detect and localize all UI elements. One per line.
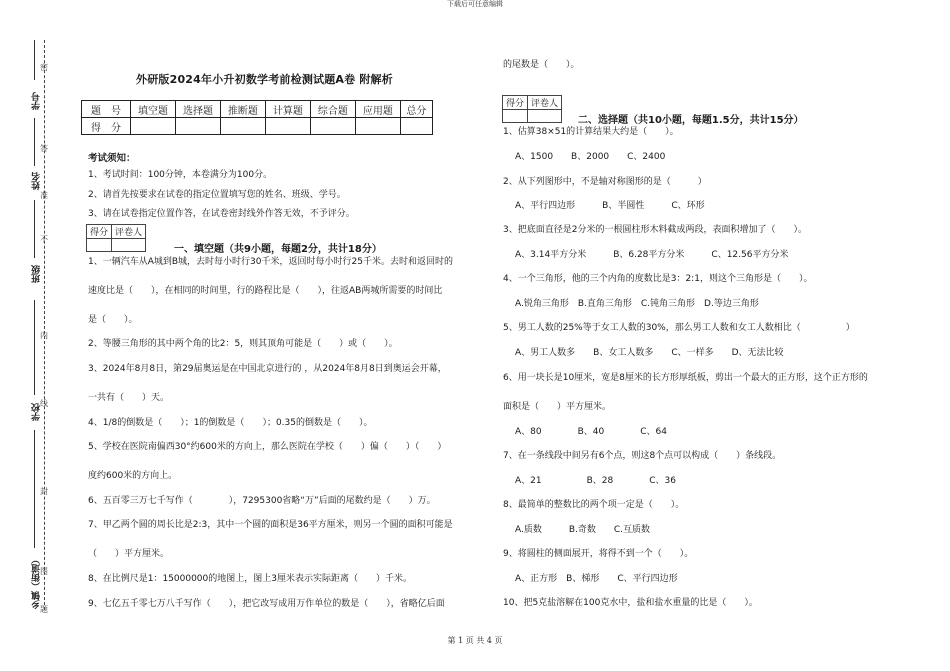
grader-score-label: 得分 bbox=[503, 96, 528, 110]
student-id-label: 学号 bbox=[32, 92, 42, 110]
score-header-cell: 应用题 bbox=[355, 101, 400, 118]
question-line: （ ）平方厘米。 bbox=[88, 549, 170, 559]
note-item: 3、请在试卷指定位置作答，在试卷密封线外作答无效，不予评分。 bbox=[88, 209, 355, 219]
grader-reviewer-label: 评卷人 bbox=[112, 225, 146, 239]
question-line: 8、最简单的整数比的两个项一定是（ ）。 bbox=[503, 500, 685, 510]
option-line: A、正方形 B、梯形 C、平行四边形 bbox=[515, 574, 678, 584]
score-cell[interactable] bbox=[220, 118, 265, 135]
grader-box bbox=[86, 224, 146, 252]
document-title: 外研版2024年小升初数学考前检测试题A卷 附解析 bbox=[136, 73, 393, 86]
question-line: 9、七亿五千零七万八千写作（ ），把它改写成用万作单位的数是（ ），省略亿后面 bbox=[88, 599, 445, 609]
question-line: 8、在比例尺是1：15000000的地图上，图上3厘米表示实际距离（ ）千米。 bbox=[88, 574, 412, 584]
notes-title: 考试须知： bbox=[88, 153, 136, 164]
question-line: 4、一个三角形，他的三个内角的度数比是3：2:1，则这个三角形是（ ）。 bbox=[503, 274, 813, 284]
seal-char: 题 bbox=[40, 605, 48, 614]
score-table bbox=[81, 100, 433, 135]
score-cell[interactable] bbox=[131, 118, 176, 135]
score-header-cell: 综合题 bbox=[310, 101, 355, 118]
grader-score-label: 得分 bbox=[87, 225, 112, 239]
score-header-cell: 计算题 bbox=[265, 101, 310, 118]
question-line: 是（ ）。 bbox=[88, 315, 138, 325]
question-line: 7、在一条线段中间另有6个点，则这8个点可以构成（ ）条线段。 bbox=[503, 451, 782, 461]
question-line: 1、一辆汽车从A城到B城，去时每小时行30千米，返回时每小时行25千米。去时和返回时的 bbox=[88, 257, 453, 267]
score-header-cell: 填空题 bbox=[131, 101, 176, 118]
section-fill-title: 一、填空题（共9小题，每题2分，共计18分） bbox=[174, 244, 382, 255]
fill-line bbox=[34, 300, 35, 395]
score-cell[interactable] bbox=[310, 118, 355, 135]
score-table-score-row bbox=[82, 118, 433, 135]
score-row-label: 得 分 bbox=[82, 118, 131, 135]
option-line: A、1500 B、2000 C、2400 bbox=[515, 152, 666, 162]
option-line: A.锐角三角形 B.直角三角形 C.钝角三角形 D.等边三角形 bbox=[515, 299, 759, 309]
seal-char: 内 bbox=[40, 331, 48, 340]
grader-score-cell[interactable] bbox=[503, 110, 528, 123]
fill-line bbox=[34, 118, 35, 166]
question-line: 4、1/8的倒数是（ ）；1的倒数是（ ）；0.35的倒数是（ ）。 bbox=[88, 418, 373, 428]
question-line: 5、男工人数的25%等于女工人数的30%，那么男工人数和女工人数相比（ ） bbox=[503, 323, 855, 333]
fill-line bbox=[34, 200, 35, 258]
question-line: 5、学校在医院南偏西30°约600米的方向上，那么医院在学校（ ）偏（ ）（ ） bbox=[88, 442, 447, 452]
score-cell[interactable] bbox=[265, 118, 310, 135]
seal-dashed-line bbox=[44, 40, 45, 610]
question-line: 6、用一块长是10厘米，宽是8厘米的长方形厚纸板，剪出一个最大的正方形，这个正方形的 bbox=[503, 373, 868, 383]
school-label: 学校 bbox=[32, 403, 42, 421]
score-cell[interactable] bbox=[400, 118, 432, 135]
option-line: A、平行四边形 B、半圆性 C、环形 bbox=[515, 201, 705, 211]
grader-reviewer-cell[interactable] bbox=[528, 110, 562, 123]
question-line: 3、把底面直径是2分米的一根圆柱形木料截成两段，表面积增加了（ ）。 bbox=[503, 225, 807, 235]
section-choice-title: 二、选择题（共10小题，每题1.5分，共计15分） bbox=[578, 115, 804, 126]
question-line: 9、将圆柱的侧面展开，将得不到一个（ ）。 bbox=[503, 549, 694, 559]
note-item: 1、考试时间：100分钟，本卷满分为100分。 bbox=[88, 170, 273, 180]
seal-char: 线 bbox=[40, 399, 48, 408]
note-item: 2、请首先按要求在试卷的指定位置填写您的姓名、班级、学号。 bbox=[88, 190, 346, 200]
grader-reviewer-cell[interactable] bbox=[112, 239, 146, 252]
question-line: 7、甲乙两个圆的周长比是2:3，其中一个圆的面积是36平方厘米，则另一个圆的面积可能是 bbox=[88, 520, 453, 530]
question-line: 度约600米的方向上。 bbox=[88, 471, 178, 481]
seal-char: 图 bbox=[40, 567, 48, 576]
score-cell[interactable] bbox=[355, 118, 400, 135]
question-line: 6、五百零三万七千写作（ ），7295300省略“万”后面的尾数约是（ ）万。 bbox=[88, 496, 436, 506]
question-line: 一共有（ ）天。 bbox=[88, 393, 170, 403]
name-label: 姓名 bbox=[32, 172, 42, 190]
question-line: 1、估算38×51的计算结果大约是（ ）。 bbox=[503, 127, 679, 137]
fill-line bbox=[34, 40, 35, 80]
top-note: 下载后可任意编辑 bbox=[447, 0, 503, 8]
question-line: 10、把5克盐溶解在100克水中，盐和盐水重量的比是（ ）。 bbox=[503, 598, 758, 608]
seal-char: 答 bbox=[40, 144, 48, 153]
score-header-cell: 推断题 bbox=[220, 101, 265, 118]
question-line: 2、从下列图形中，不是轴对称图形的是（ ） bbox=[503, 177, 707, 187]
class-label: 班级 bbox=[32, 265, 42, 283]
fill-line bbox=[34, 430, 35, 548]
question-line: 速度比是（ ），在相同的时间里，行的路程比是（ ），往返AB两城所需要的时间比 bbox=[88, 286, 443, 296]
seal-char: 准 bbox=[40, 191, 48, 200]
question-line: 2、等腰三角形的其中两个角的比2：5，则其顶角可能是（ ）或（ ）。 bbox=[88, 339, 398, 349]
score-cell[interactable] bbox=[175, 118, 220, 135]
option-line: A.质数 B.奇数 C.互质数 bbox=[515, 525, 651, 535]
option-line: A、21 B、28 C、36 bbox=[515, 476, 676, 486]
grader-reviewer-label: 评卷人 bbox=[528, 96, 562, 110]
score-header-cell: 题 号 bbox=[82, 101, 131, 118]
question-line: 3、2024年8月8日，第29届奥运是在中国北京进行的 ，从2024年8月8日到奥运会开幕， bbox=[88, 364, 447, 374]
township-label: 乡镇（街道） bbox=[32, 555, 42, 609]
seal-char: 不 bbox=[40, 235, 48, 244]
score-table-header-row bbox=[82, 101, 433, 118]
grader-box bbox=[502, 95, 562, 123]
option-line: A、男工人数多 B、女工人数多 C、一样多 D、无法比较 bbox=[515, 348, 784, 358]
page-footer: 第 1 页 共 4 页 bbox=[447, 636, 503, 645]
option-line: A、3.14平方分米 B、6.28平方分米 C、12.56平方分米 bbox=[515, 250, 789, 260]
question-line: 的尾数是（ ）。 bbox=[503, 60, 580, 70]
seal-char: 封 bbox=[40, 487, 48, 496]
score-header-cell: 总分 bbox=[400, 101, 432, 118]
seal-char: 密 bbox=[40, 63, 48, 72]
option-line: A、80 B、40 C、64 bbox=[515, 427, 667, 437]
grader-score-cell[interactable] bbox=[87, 239, 112, 252]
question-line: 面积是（ ）平方厘米。 bbox=[503, 402, 612, 412]
score-header-cell: 选择题 bbox=[175, 101, 220, 118]
